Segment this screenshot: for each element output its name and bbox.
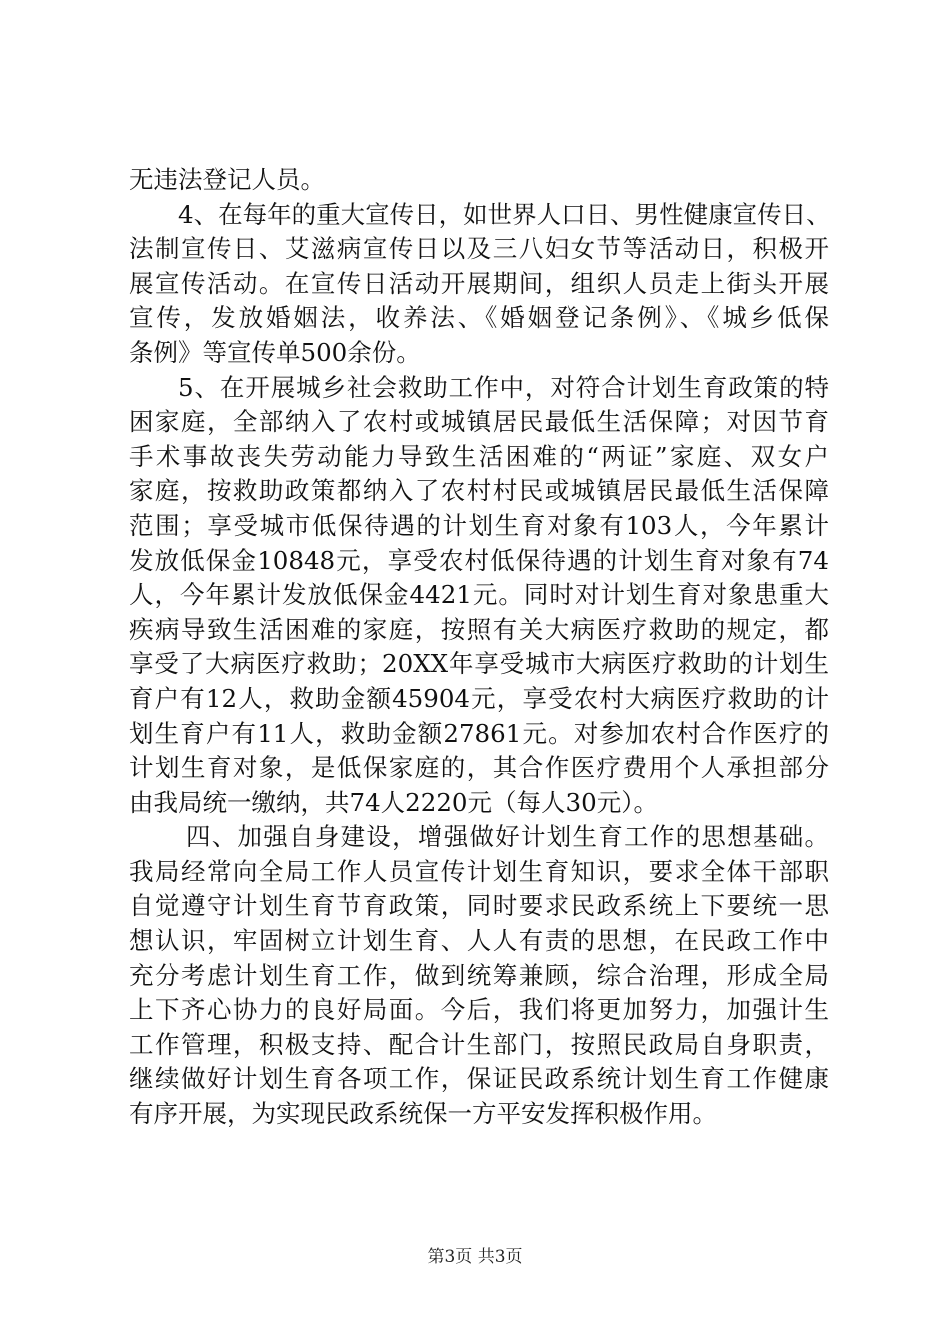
page-footer: [0, 1246, 950, 1268]
text-line: 有序开展，为实现民政系统保一方平安发挥积极作用。: [129, 1099, 717, 1129]
text-line: 范围；享受城市低保待遇的计划生育对象有103人，今年累计: [129, 510, 829, 540]
text-line: 划生育户有11人，救助金额27861元。对参加农村合作医疗的: [129, 718, 829, 748]
text-line: 育户有12人，救助金额45904元，享受农村大病医疗救助的计: [129, 683, 829, 713]
text-line: 条例》等宣传单500余份。: [129, 337, 421, 367]
text-line: 家庭，按救助政策都纳入了农村村民或城镇居民最低生活保障: [129, 476, 829, 506]
text-line: 5、在开展城乡社会救助工作中，对符合计划生育政策的特: [178, 372, 829, 402]
text-line: 4、在每年的重大宣传日，如世界人口日、男性健康宣传日、: [178, 199, 831, 229]
text-line: 疾病导致生活困难的家庭，按照有关大病医疗救助的规定，都: [129, 614, 829, 644]
text-line: 手术事故丧失劳动能力导致生活困难的“两证”家庭、双女户: [129, 441, 829, 471]
text-line: 享受了大病医疗救助；20XX年享受城市大病医疗救助的计划生: [129, 649, 829, 679]
text-line: 自觉遵守计划生育节育政策，同时要求民政系统上下要统一思: [129, 891, 829, 921]
text-line: 工作管理，积极支持、配合计生部门，按照民政局自身职责，: [129, 1029, 829, 1059]
text-line: 发放低保金10848元，享受农村低保待遇的计划生育对象有74: [129, 545, 829, 575]
text-line: 上下齐心协力的良好局面。今后，我们将更加努力，加强计生: [129, 995, 829, 1025]
paragraph: [129, 371, 829, 821]
paragraph: [129, 820, 829, 1131]
text-line: 我局经常向全局工作人员宣传计划生育知识，要求全体干部职: [129, 856, 829, 886]
text-line: 想认识，牢固树立计划生育、人人有责的思想，在民政工作中: [129, 926, 829, 956]
text-line: 宣传，发放婚姻法，收养法、《婚姻登记条例》、《城乡低保: [129, 303, 829, 333]
document-body: [129, 163, 829, 1132]
paragraph: [129, 163, 829, 198]
text-line: 人，今年累计发放低保金4421元。同时对计划生育对象患重大: [129, 580, 829, 610]
text-line: 继续做好计划生育各项工作，保证民政系统计划生育工作健康: [129, 1064, 829, 1094]
text-line: 困家庭，全部纳入了农村或城镇居民最低生活保障；对因节育: [129, 407, 829, 437]
text-line: 充分考虑计划生育工作，做到统筹兼顾，综合治理，形成全局: [129, 960, 829, 990]
text-line: 无违法登记人员。: [129, 165, 325, 194]
paragraph: [129, 198, 829, 371]
section-heading-line: 四、加强自身建设，增强做好计划生育工作的思想基础。: [186, 822, 829, 852]
page-number: 第3页 共3页: [427, 1247, 523, 1267]
text-line: 法制宣传日、艾滋病宣传日以及三八妇女节等活动日，积极开: [129, 234, 829, 264]
text-line: 展宣传活动。在宣传日活动开展期间，组织人员走上街头开展: [129, 268, 829, 298]
text-line: 由我局统一缴纳，共74人2220元（每人30元）。: [129, 787, 658, 817]
text-line: 计划生育对象，是低保家庭的，其合作医疗费用个人承担部分: [129, 753, 829, 783]
